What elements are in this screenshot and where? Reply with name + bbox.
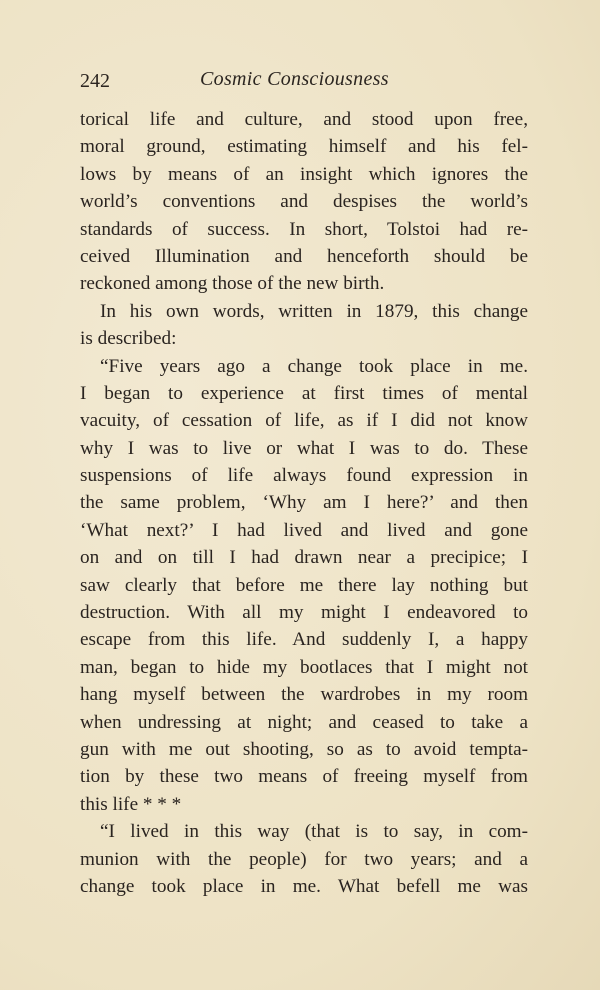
text-line: munion with the people) for two years; and a (80, 848, 528, 870)
text-line: moral ground, estimating himself and his fel- (80, 136, 528, 158)
text-line: reckoned among those of the new birth. (80, 273, 385, 295)
text-line: why I was to live or what I was to do. These (80, 437, 528, 459)
text-line: vacuity, of cessation of life, as if I did not know (80, 410, 528, 432)
text-line: when undressing at night; and ceased to take a (80, 711, 528, 733)
text-line: destruction. With all my might I endeavored to (80, 602, 528, 624)
text-line: “I lived in this way (that is to say, in com- (100, 821, 528, 843)
text-line: saw clearly that before me there lay nothing but (80, 574, 528, 596)
text-line: torical life and culture, and stood upon free, (80, 109, 528, 130)
text-line: lows by means of an insight which ignores the (80, 163, 528, 185)
text-line: on and on till I had drawn near a precipice; I (80, 547, 528, 569)
text-line: the same problem, ‘Why am I here?’ and then (80, 492, 528, 514)
text-line: tion by these two means of freeing myself from (80, 766, 528, 788)
text-line: ‘What next?’ I had lived and lived and gone (80, 519, 528, 541)
text-line: “Five years ago a change took place in me. (100, 355, 528, 377)
text-line: man, began to hide my bootlaces that I might not (80, 656, 528, 678)
text-line: this life * * * (80, 793, 182, 815)
text-line: suspensions of life always found expression in (80, 465, 528, 487)
text-line: change took place in me. What befell me was (80, 875, 528, 897)
text-line: world’s conventions and despises the world’s (80, 191, 528, 213)
running-header (80, 64, 530, 94)
text-line: I began to experience at first times of mental (80, 382, 528, 404)
page-body-text (80, 106, 528, 900)
text-line: ceived Illumination and henceforth should be (80, 245, 528, 267)
running-title: Cosmic Consciousness (200, 68, 389, 90)
text-line: gun with me out shooting, so as to avoid tempta- (80, 738, 528, 760)
text-line: In his own words, written in 1879, this change (100, 300, 528, 322)
text-line: escape from this life. And suddenly I, a happy (80, 629, 528, 651)
text-line: hang myself between the wardrobes in my room (80, 684, 528, 706)
text-line: standards of success. In short, Tolstoi had re- (80, 218, 528, 240)
text-line: is described: (80, 328, 177, 350)
page-number: 242 (80, 70, 110, 92)
